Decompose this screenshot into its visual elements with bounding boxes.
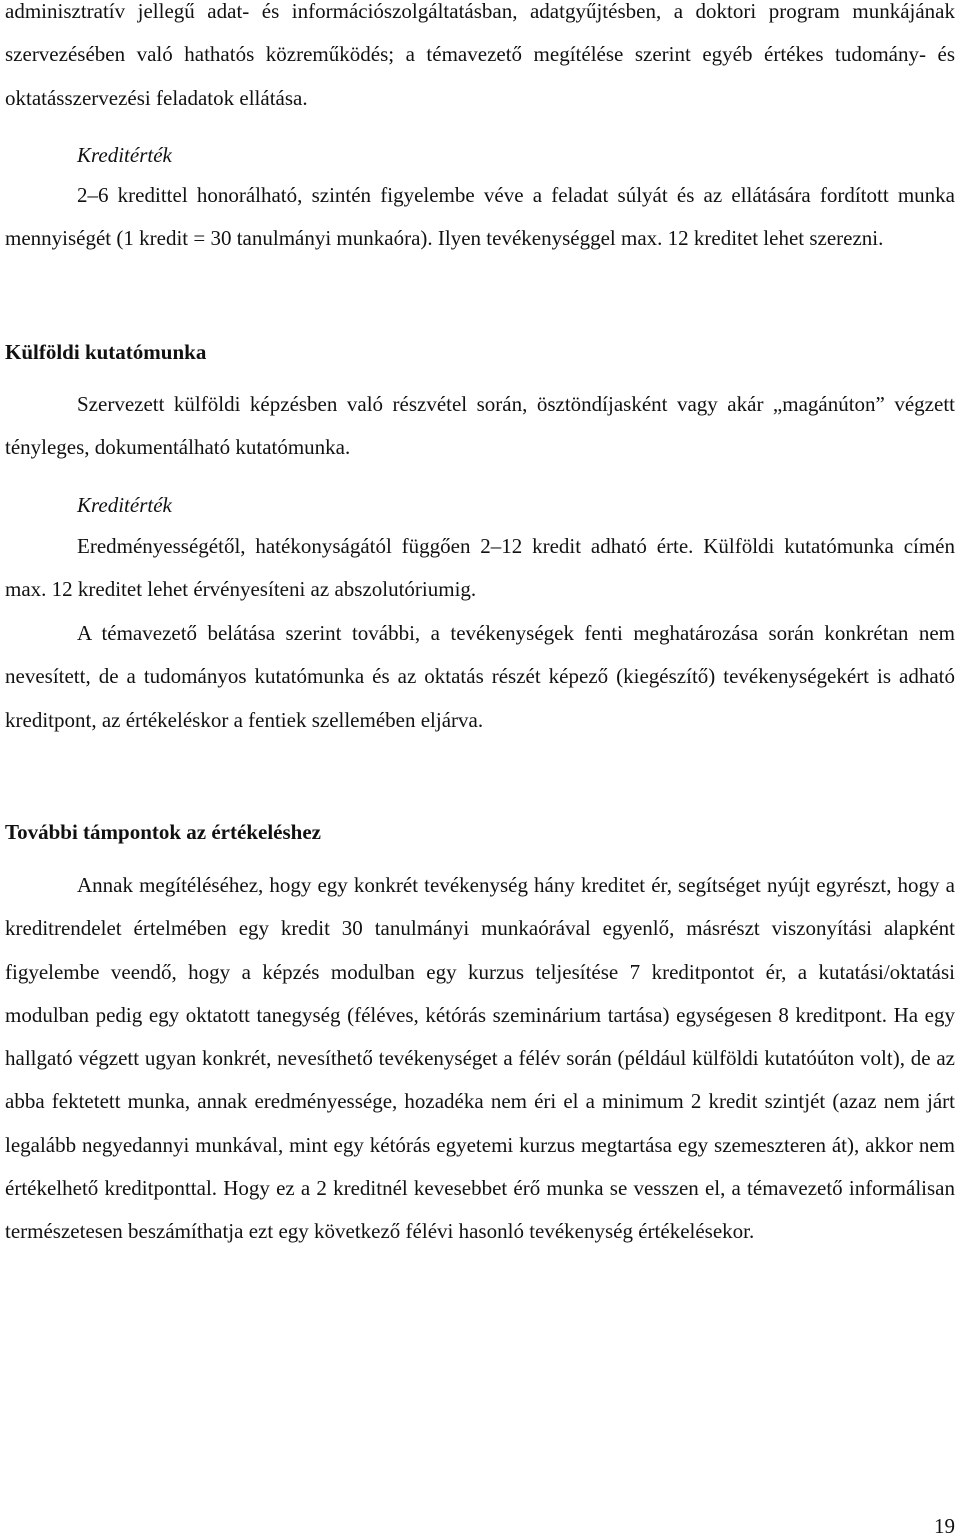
heading-credit-value-2: Kreditérték [77, 493, 172, 517]
heading-further-guidelines: További támpontok az értékeléshez [5, 820, 321, 844]
paragraph-admin-tasks: adminisztratív jellegű adat- és információszolgáltatásban, adatgyűjtésben, a doktori program munkájának szervezésében való hathatós közreműködés; a témavezető megítélése szerint egyéb értékes tudomány- és oktatásszervezési feladatok ellátása. [5, 0, 955, 110]
paragraph-credit-value-2: Eredményességétől, hatékonyságától függően 2–12 kredit adható érte. Külföldi kutatómunka címén max. 12 kreditet lehet érvényesíteni az abszolutóriumig. [5, 534, 955, 602]
heading-foreign-research: Külföldi kutatómunka [5, 340, 207, 364]
paragraph-supervisor-discretion: A témavezető belátása szerint további, a tevékenységek fenti meghatározása során konkrétan nem nevesített, de a tudományos kutatómunka és az oktatás részét képező (kiegészítő) tevékenységekért is adható kreditpont, az értékeléskor a fentiek szellemében eljárva. [5, 621, 955, 732]
paragraph-credit-value-1: 2–6 kredittel honorálható, szintén figyelembe véve a feladat súlyát és az ellátására fordított munka mennyiségét (1 kredit = 30 tanulmányi munkaóra). Ilyen tevékenységgel max. 12 kreditet lehet szerezni. [5, 183, 955, 251]
paragraph-further-guidelines: Annak megítéléséhez, hogy egy konkrét tevékenység hány kreditet ér, segítséget nyújt egyrészt, hogy a kreditrendelet értelmében egy kredit 30 tanulmányi munkaórával egyenlő, másrészt viszonyítási alapként figyelembe veendő, hogy a képzés modulban egy kurzus teljesítése 7 kreditpontot ér, a kutatási/oktatási modulban pedig egy oktatott tanegység (féléves, kétórás szeminárium tartása) egységesen 8 kreditpont. Ha egy hallgató végzett ugyan konkrét, nevesíthető tevékenységet a félév során (például külföldi kutatóúton volt), de az abba fektetett munka, annak eredményessége, hozadéka nem éri el a minimum 2 kredit szintjét (azaz nem járt legalább negyedannyi munkával, mint egy kétórás egyetemi kurzus megtartása egy szemeszteren át), akkor nem értékelhető kreditponttal. Hogy ez a 2 kreditnél kevesebbet érő munka se vesszen el, a témavezető informálisan természetesen beszámíthatja ezt egy következő félévi hasonló tevékenység értékelésekor. [5, 873, 955, 1244]
heading-credit-value-1: Kreditérték [77, 143, 172, 167]
paragraph-foreign-research: Szervezett külföldi képzésben való részvétel során, ösztöndíjasként vagy akár „magánúton” végzett tényleges, dokumentálható kutatómunka. [5, 392, 955, 460]
page-number: 19 [934, 1514, 955, 1538]
